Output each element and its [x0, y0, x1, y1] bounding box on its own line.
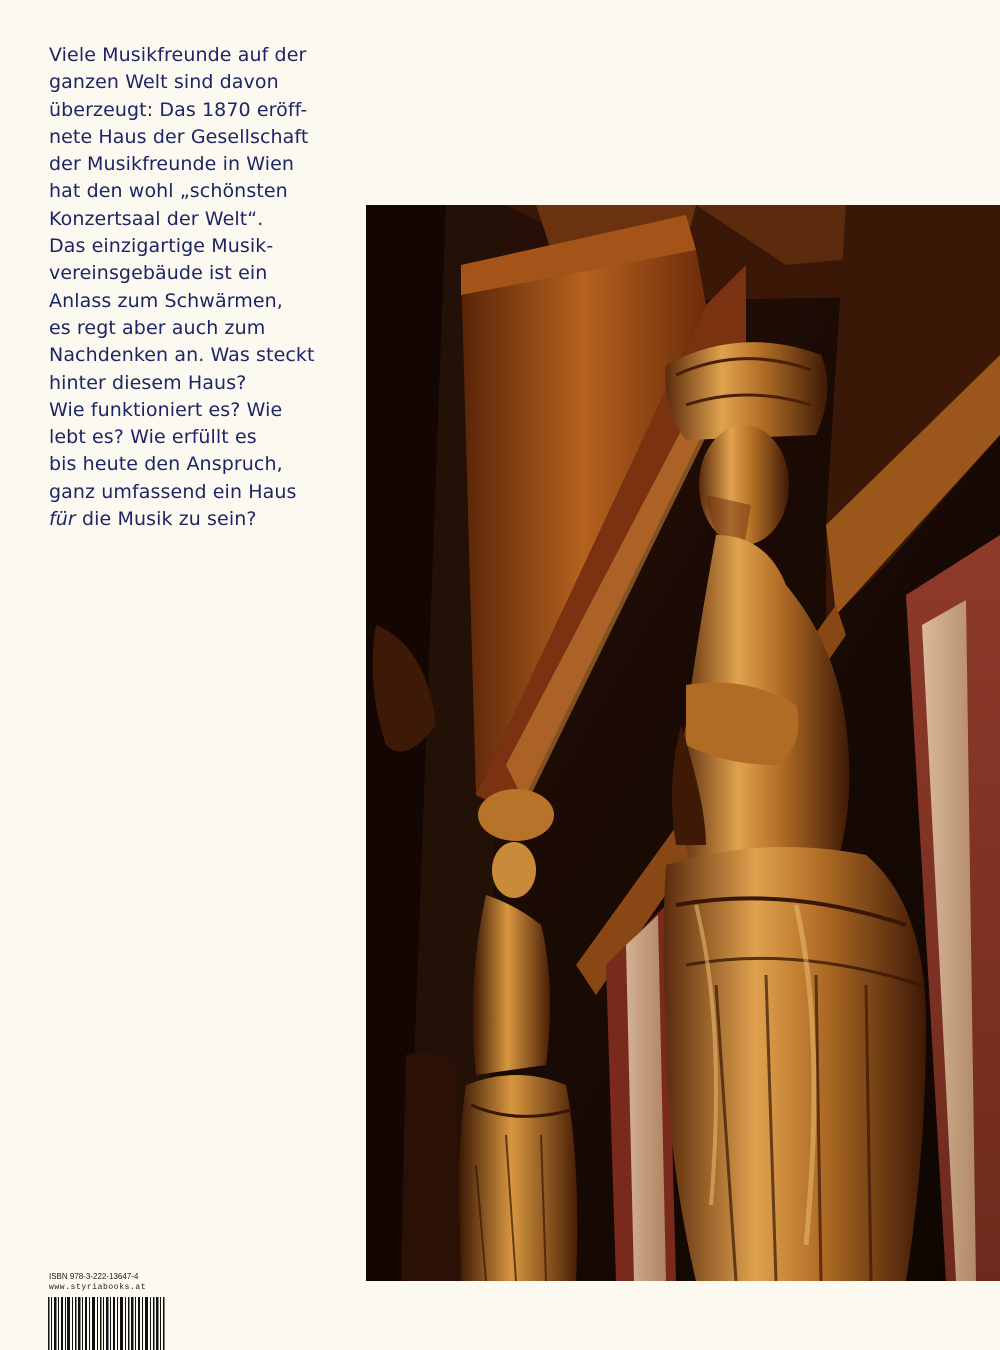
blurb-line: Nachdenken an. Was steckt: [49, 344, 315, 367]
blurb-line: der Musikfreunde in Wien: [49, 153, 295, 176]
blurb-line: Wie funktioniert es? Wie: [49, 398, 283, 421]
blurb-line: ganz umfassend ein Haus: [49, 480, 297, 503]
blurb-line: lebt es? Wie erfüllt es: [49, 426, 257, 449]
blurb-last-line: [49, 506, 349, 533]
back-cover-blurb: [49, 42, 349, 533]
blurb-line: überzeugt: Das 1870 eröff-: [49, 98, 308, 121]
publisher-url: www.styriabooks.at: [49, 1283, 147, 1292]
blurb-italic-word: für: [49, 508, 76, 531]
blurb-last-line-rest: die Musik zu sein?: [75, 508, 257, 531]
blurb-line: Das einzigartige Musik-: [49, 235, 274, 258]
blurb-line: hat den wohl „schönsten: [49, 180, 288, 203]
blurb-line: Anlass zum Schwärmen,: [49, 289, 283, 312]
isbn-number: ISBN 978-3-222-13647-4: [49, 1272, 139, 1281]
barcode: [47, 1297, 165, 1350]
barcode-graphic: [47, 1297, 165, 1350]
blurb-line: nete Haus der Gesellschaft: [49, 125, 309, 148]
blurb-line: bis heute den Anspruch,: [49, 453, 283, 476]
caryatid-statues-photo: [366, 205, 1000, 1281]
blurb-line: ganzen Welt sind davon: [49, 71, 279, 94]
blurb-line: Viele Musikfreunde auf der: [49, 44, 307, 66]
blurb-line: Konzertsaal der Welt“.: [49, 207, 264, 230]
blurb-line: hinter diesem Haus?: [49, 371, 247, 394]
blurb-line: vereinsgebäude ist ein: [49, 262, 268, 285]
blurb-line: es regt aber auch zum: [49, 316, 266, 339]
